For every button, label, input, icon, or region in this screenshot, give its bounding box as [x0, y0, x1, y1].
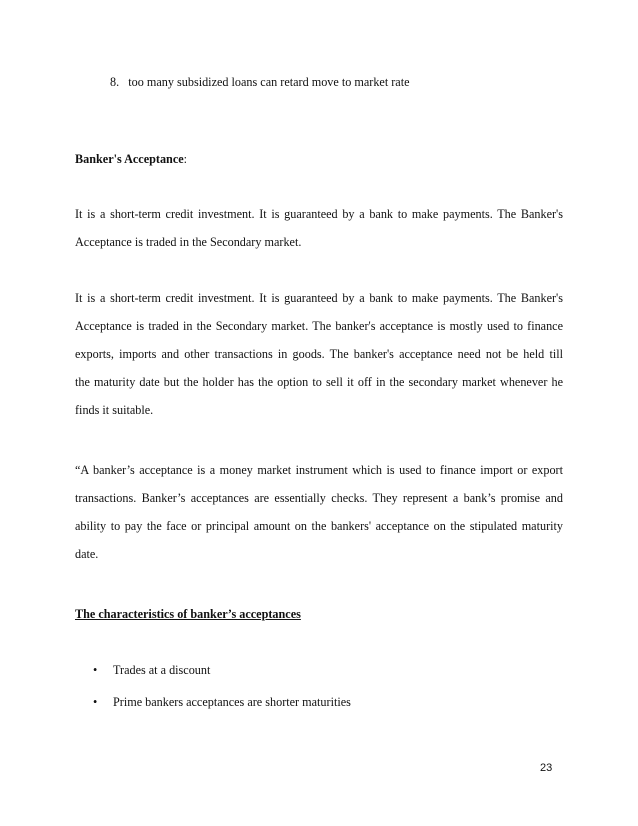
paragraph-2-line-5: finds it suitable. [75, 403, 154, 417]
list-item-text: too many subsidized loans can retard move to market rate [128, 75, 410, 89]
list-item-number: 8. [110, 75, 120, 89]
paragraph-1-line-1: It is a short-term credit investment. It is guaranteed by a bank to make payments. The Banker's [75, 207, 563, 221]
bullet-icon: • [93, 695, 98, 709]
paragraph-2-line-2: Acceptance is traded in the Secondary market. The banker's acceptance is mostly used to finance [75, 319, 563, 333]
paragraph-2-line-1: It is a short-term credit investment. It is guaranteed by a bank to make payments. The Banker's [75, 291, 563, 305]
paragraph-3-line-4: date. [75, 547, 99, 561]
paragraph-3-line-3: ability to pay the face or principal amount on the bankers' acceptance on the stipulated maturity [75, 519, 563, 533]
section-heading-characteristics: The characteristics of banker’s acceptances [75, 607, 301, 621]
heading-title: Banker's Acceptance [75, 152, 184, 166]
paragraph-1-line-2: Acceptance is traded in the Secondary market. [75, 235, 302, 249]
paragraph-2-line-4: the maturity date but the holder has the option to sell it off in the secondary market whenever he [75, 375, 563, 389]
list-item-8 [110, 74, 410, 90]
bullet-text: Prime bankers acceptances are shorter maturities [113, 695, 351, 709]
paragraph-3-line-2: transactions. Banker’s acceptances are essentially checks. They represent a bank’s promise and [75, 491, 563, 505]
paragraph-2-line-3: exports, imports and other transactions in goods. The banker's acceptance need not be held till [75, 347, 563, 361]
heading-colon: : [183, 152, 188, 166]
bullet-icon: • [93, 663, 98, 677]
page-number: 23 [540, 762, 553, 774]
section-heading-bankers-acceptance [75, 151, 187, 167]
paragraph-3-line-1: “A banker’s acceptance is a money market instrument which is used to finance import or export [75, 463, 563, 477]
bullet-text: Trades at a discount [113, 663, 211, 677]
